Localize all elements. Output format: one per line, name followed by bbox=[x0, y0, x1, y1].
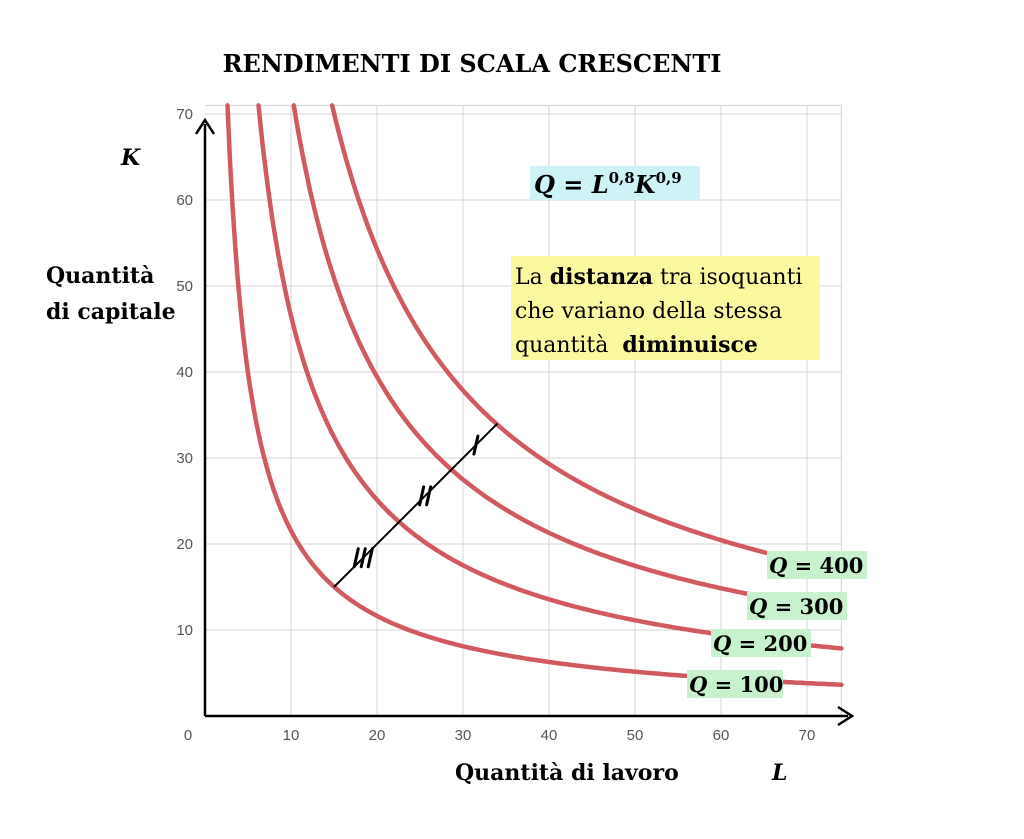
y-axis-label-line1: Quantità bbox=[46, 263, 155, 289]
note-text-3: che variano della stessa bbox=[515, 299, 783, 324]
x-tick-label: 70 bbox=[798, 727, 816, 744]
svg-text:quantità diminuisce bbox=[515, 332, 758, 358]
svg-text:Q = 100: Q = 100 bbox=[689, 672, 784, 697]
distance-tick-mark bbox=[474, 436, 478, 454]
y-axis-symbol: K bbox=[121, 145, 141, 171]
y-tick-label: 10 bbox=[176, 622, 193, 639]
y-axis-label-line2: di capitale bbox=[46, 299, 176, 325]
y-tick-label: 50 bbox=[176, 278, 193, 295]
y-tick-label: 20 bbox=[176, 536, 193, 553]
y-tick-label: 60 bbox=[176, 192, 193, 209]
formula-base: Q = L bbox=[534, 170, 609, 199]
note-bold-1: distanza bbox=[549, 264, 654, 290]
curve-label-q300 bbox=[747, 592, 847, 620]
curve-label-q100 bbox=[687, 670, 783, 698]
x-axis-label: Quantità di lavoro bbox=[455, 760, 679, 786]
note-text-4: quantità bbox=[515, 333, 623, 358]
note-bold-2: diminuisce bbox=[622, 332, 758, 358]
x-tick-label: 30 bbox=[454, 727, 472, 744]
distance-tick-mark bbox=[361, 549, 365, 567]
x-tick-label: 20 bbox=[368, 727, 386, 744]
curve-labels bbox=[687, 551, 867, 698]
x-axis-symbol: L bbox=[772, 760, 788, 786]
note-box bbox=[511, 256, 820, 360]
x-tick-label: 40 bbox=[540, 727, 558, 744]
y-tick-label: 70 bbox=[176, 106, 193, 123]
svg-text:Q = 400: Q = 400 bbox=[769, 553, 864, 578]
chart-title: RENDIMENTI DI SCALA CRESCENTI bbox=[222, 49, 722, 78]
curve-label-q200 bbox=[711, 629, 811, 657]
formula-exp-l: 0,8 bbox=[608, 169, 635, 187]
expansion-ray bbox=[334, 424, 497, 587]
y-tick-label: 40 bbox=[176, 364, 193, 381]
x-tick-label: 10 bbox=[282, 727, 300, 744]
distance-tick-mark bbox=[420, 487, 424, 505]
distance-tick-mark bbox=[427, 487, 431, 505]
formula-k: K bbox=[634, 170, 656, 199]
curve-label-q400 bbox=[767, 551, 867, 579]
ray-line bbox=[334, 424, 497, 587]
y-tick-label: 30 bbox=[176, 450, 193, 467]
note-text-1: La bbox=[515, 265, 550, 290]
formula-box bbox=[530, 166, 700, 200]
svg-text:La distanza tra isoquanti bbox=[515, 264, 802, 290]
x-tick-label: 0 bbox=[183, 727, 193, 744]
x-tick-label: 50 bbox=[626, 727, 644, 744]
svg-text:Q = 200: Q = 200 bbox=[713, 631, 808, 656]
grid bbox=[205, 105, 844, 716]
svg-text:Q = 300: Q = 300 bbox=[749, 594, 844, 619]
formula-exp-k: 0,9 bbox=[655, 169, 682, 187]
x-tick-label: 60 bbox=[712, 727, 730, 744]
note-text-2: tra isoquanti bbox=[653, 265, 803, 290]
